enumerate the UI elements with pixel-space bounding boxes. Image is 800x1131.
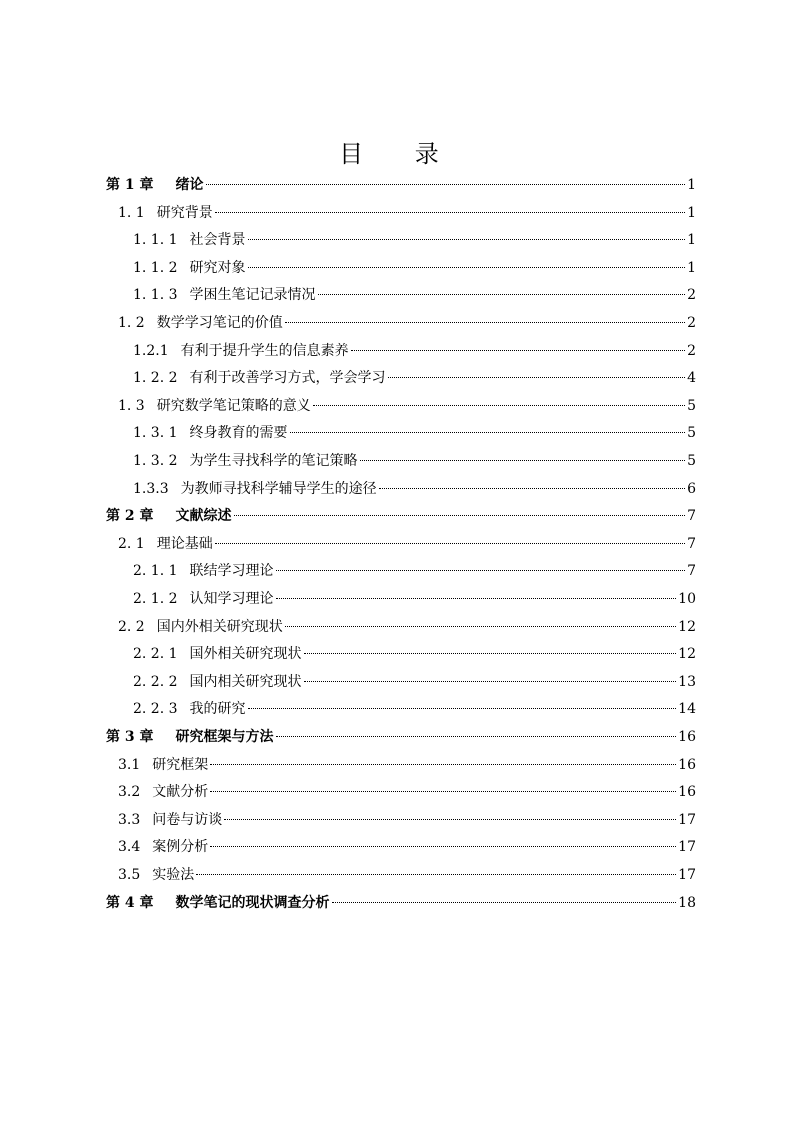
toc-entry-number: 3.5 xyxy=(118,867,141,883)
toc-entry-page-number: 1 xyxy=(687,259,696,276)
toc-dot-leader xyxy=(304,653,677,654)
toc-entry[interactable] xyxy=(106,172,696,199)
toc-entry-number: 2. 2 xyxy=(118,618,145,635)
toc-dot-leader xyxy=(360,460,686,461)
toc-entry-page-number: 16 xyxy=(678,729,696,745)
toc-dot-leader xyxy=(379,488,685,489)
toc-dot-leader xyxy=(210,791,676,792)
toc-entry-page-number: 7 xyxy=(687,508,696,525)
toc-entry-label: 为学生寻找科学的笔记策略 xyxy=(189,453,358,469)
toc-entry-page-number: 2 xyxy=(687,315,696,331)
toc-entry-number: 1. 1 xyxy=(118,204,145,221)
toc-dot-leader xyxy=(388,377,686,378)
toc-entry-page-number: 5 xyxy=(687,453,696,469)
toc-entry-number: 1. 1. 3 xyxy=(133,287,178,304)
toc-entry[interactable] xyxy=(106,890,696,917)
toc-entry-number: 2. 2. 2 xyxy=(133,673,178,690)
toc-entry-number: 1. 1. 2 xyxy=(133,259,178,276)
toc-entry[interactable] xyxy=(133,255,696,282)
toc-entry-label: 认知学习理论 xyxy=(189,591,274,607)
toc-entry[interactable] xyxy=(133,558,696,585)
toc-dot-leader xyxy=(276,570,686,571)
toc-entry-page-number: 1 xyxy=(687,204,696,221)
toc-entry-label: 数学学习笔记的价值 xyxy=(156,315,283,331)
toc-entry[interactable] xyxy=(133,420,696,447)
toc-entry[interactable] xyxy=(133,448,696,475)
toc-entry-page-number: 17 xyxy=(678,839,696,856)
toc-entry-number: 第 4 章 xyxy=(106,894,154,911)
toc-entry-number: 2. 1 xyxy=(118,535,145,552)
toc-entry-page-number: 12 xyxy=(678,618,696,635)
toc-entry-label: 问卷与访谈 xyxy=(152,811,223,828)
toc-entry-label: 国内相关研究现状 xyxy=(189,673,302,690)
toc-entry-number: 1. 3. 2 xyxy=(133,453,178,469)
toc-entry-number: 1. 1. 1 xyxy=(133,232,178,249)
toc-dot-leader xyxy=(210,764,676,765)
toc-dot-leader xyxy=(290,432,686,433)
toc-entry-label: 有利于改善学习方式，学会学习 xyxy=(189,370,386,387)
toc-dot-leader xyxy=(215,212,685,213)
toc-dot-leader xyxy=(224,819,676,820)
toc-entry[interactable] xyxy=(118,752,696,779)
toc-entry-number: 1.2.1 xyxy=(133,342,169,359)
toc-entry[interactable] xyxy=(118,531,696,558)
toc-entry[interactable] xyxy=(118,779,696,806)
toc-entry-page-number: 6 xyxy=(687,480,696,497)
toc-entry[interactable] xyxy=(118,393,696,420)
toc-entry[interactable] xyxy=(106,724,696,751)
page-title: 目 录 xyxy=(339,140,461,168)
toc-entry-label: 研究对象 xyxy=(189,259,246,276)
toc-dot-leader xyxy=(210,846,676,847)
toc-entry[interactable] xyxy=(133,282,696,309)
toc-entry-label: 文献分析 xyxy=(152,784,209,801)
toc-entry-page-number: 2 xyxy=(687,287,696,304)
toc-entry-label: 学困生笔记记录情况 xyxy=(189,287,316,304)
toc-entry-label: 研究数学笔记策略的意义 xyxy=(156,397,311,414)
toc-entry-label: 案例分析 xyxy=(152,839,209,856)
toc-dot-leader xyxy=(248,267,686,268)
toc-entry-label: 研究框架与方法 xyxy=(175,729,274,745)
toc-entry[interactable] xyxy=(118,200,696,227)
toc-entry-page-number: 18 xyxy=(678,894,696,911)
toc-entry[interactable] xyxy=(133,365,696,392)
toc-entry-page-number: 1 xyxy=(687,232,696,249)
toc-entry-page-number: 17 xyxy=(678,811,696,828)
toc-entry-label: 我的研究 xyxy=(189,701,246,718)
toc-dot-leader xyxy=(276,598,677,599)
toc-entry[interactable] xyxy=(106,503,696,530)
toc-entry[interactable] xyxy=(133,696,696,723)
toc-dot-leader xyxy=(318,294,686,295)
toc-entry-number: 1.3.3 xyxy=(133,480,169,497)
toc-entry-page-number: 16 xyxy=(678,784,696,801)
toc-entry-label: 联结学习理论 xyxy=(189,563,274,580)
toc-entry-number: 1. 3. 1 xyxy=(133,425,178,442)
toc-dot-leader xyxy=(248,708,677,709)
toc-entry-label: 国内外相关研究现状 xyxy=(156,618,283,635)
toc-entry-page-number: 4 xyxy=(687,370,696,387)
toc-entry-page-number: 12 xyxy=(678,646,696,663)
toc-dot-leader xyxy=(332,902,677,903)
toc-entry-page-number: 2 xyxy=(687,342,696,359)
toc-entry[interactable] xyxy=(133,669,696,696)
toc-entry-number: 2. 2. 3 xyxy=(133,701,178,718)
toc-entry-page-number: 13 xyxy=(678,673,696,690)
toc-entry-label: 国外相关研究现状 xyxy=(189,646,302,663)
toc-dot-leader xyxy=(234,515,686,516)
toc-entry-page-number: 10 xyxy=(678,591,696,607)
toc-entry-number: 第 3 章 xyxy=(106,729,154,745)
toc-entry-label: 理论基础 xyxy=(156,535,213,552)
toc-dot-leader xyxy=(351,350,685,351)
toc-entry-number: 2. 1. 1 xyxy=(133,563,178,580)
toc-entry[interactable] xyxy=(118,862,696,889)
toc-entry-page-number: 16 xyxy=(678,756,696,773)
toc-entry[interactable] xyxy=(118,614,696,641)
toc-entry[interactable] xyxy=(118,807,696,834)
toc-entry[interactable] xyxy=(133,338,696,365)
toc-entry-number: 3.2 xyxy=(118,784,141,801)
toc-entry-label: 有利于提升学生的信息素养 xyxy=(180,342,349,359)
toc-dot-leader xyxy=(285,322,685,323)
toc-entry[interactable] xyxy=(118,310,696,337)
toc-entry[interactable] xyxy=(133,227,696,254)
toc-entry-number: 1. 3 xyxy=(118,397,145,414)
toc-entry-label: 社会背景 xyxy=(189,232,246,249)
toc-entry[interactable] xyxy=(118,834,696,861)
toc-dot-leader xyxy=(285,626,676,627)
toc-dot-leader xyxy=(276,736,677,737)
toc-entry-label: 研究背景 xyxy=(156,204,213,221)
toc-dot-leader xyxy=(206,184,686,185)
toc-dot-leader xyxy=(196,874,676,875)
toc-dot-leader xyxy=(313,405,685,406)
toc-entry-number: 1. 2. 2 xyxy=(133,370,178,387)
toc-entry-page-number: 14 xyxy=(678,701,696,718)
toc-entry-page-number: 17 xyxy=(678,867,696,883)
toc-entry-label: 绪论 xyxy=(175,177,204,193)
toc-dot-leader xyxy=(215,543,685,544)
toc-entry-page-number: 5 xyxy=(687,397,696,414)
toc-entry-number: 第 1 章 xyxy=(106,177,154,193)
toc-entry-page-number: 7 xyxy=(687,563,696,580)
toc-entry[interactable] xyxy=(133,586,696,613)
toc-entry-number: 3.4 xyxy=(118,839,141,856)
toc-entry-number: 3.3 xyxy=(118,811,141,828)
toc-entry-number: 2. 2. 1 xyxy=(133,646,178,663)
toc-entry-label: 文献综述 xyxy=(175,508,232,525)
toc-dot-leader xyxy=(304,681,677,682)
toc-entry-number: 第 2 章 xyxy=(106,508,154,525)
toc-entry-label: 为教师寻找科学辅导学生的途径 xyxy=(180,480,377,497)
toc-entry-page-number: 1 xyxy=(687,177,696,193)
toc-entry[interactable] xyxy=(133,476,696,503)
toc-entry-number: 1. 2 xyxy=(118,315,145,331)
toc-entry-label: 实验法 xyxy=(152,867,195,883)
toc-entry-page-number: 5 xyxy=(687,425,696,442)
toc-entry-label: 研究框架 xyxy=(152,756,209,773)
toc-entry-number: 3.1 xyxy=(118,756,141,773)
toc-entry-label: 终身教育的需要 xyxy=(189,425,288,442)
toc-entry-label: 数学笔记的现状调查分析 xyxy=(175,894,330,911)
toc-entry[interactable] xyxy=(133,641,696,668)
toc-entry-number: 2. 1. 2 xyxy=(133,591,178,607)
toc-dot-leader xyxy=(248,239,686,240)
toc-entry-page-number: 7 xyxy=(687,535,696,552)
